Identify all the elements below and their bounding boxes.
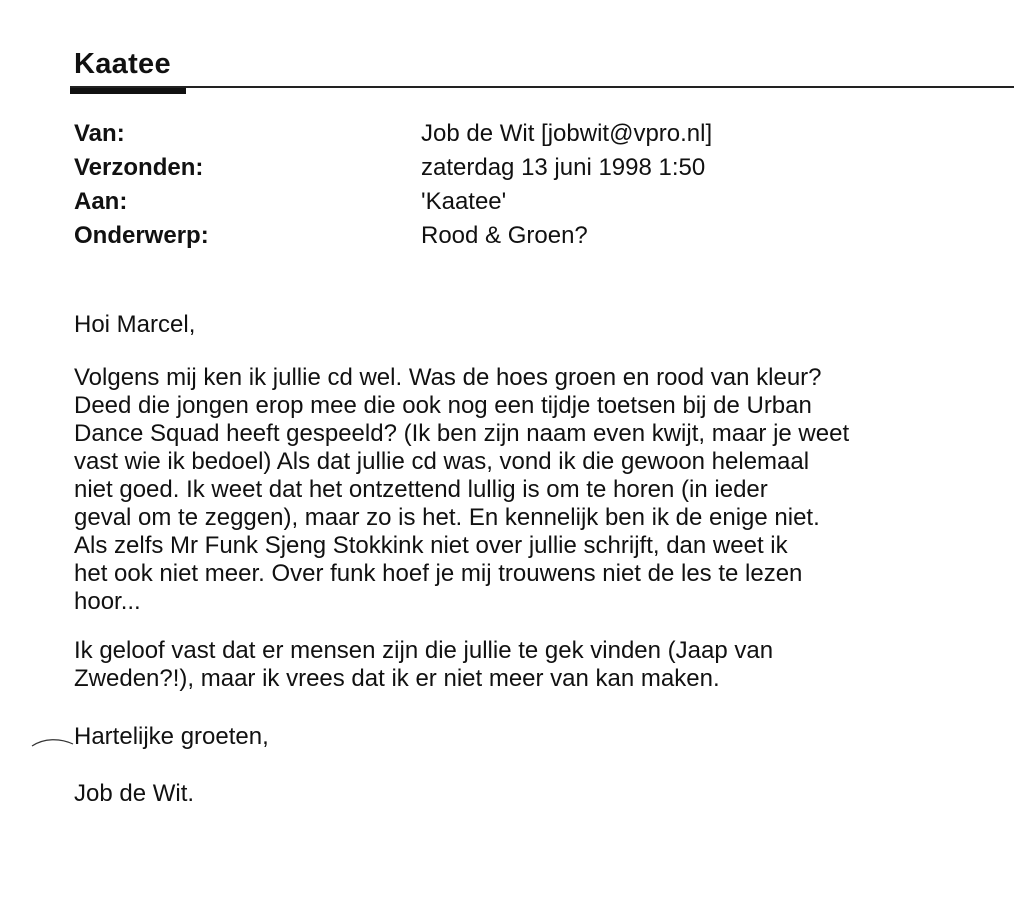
body-line: het ook niet meer. Over funk hoef je mij trouwens niet de les te lezen [74, 560, 803, 587]
header-value-sent: zaterdag 13 juni 1998 1:50 [421, 154, 706, 181]
header-value-to: 'Kaatee' [421, 188, 507, 215]
email-closing: Hartelijke groeten, [74, 723, 269, 750]
body-line: Als zelfs Mr Funk Sjeng Stokkink niet over jullie schrijft, dan weet ik [74, 532, 788, 559]
email-headers [74, 117, 974, 253]
header-value-from: Job de Wit [jobwit@vpro.nl] [421, 120, 713, 147]
header-row-to [74, 185, 974, 219]
pen-stroke-mark [30, 728, 74, 750]
body-line: Deed die jongen erop mee die ook nog een tijdje toetsen bij de Urban [74, 392, 812, 419]
header-label: Onderwerp: [74, 222, 209, 249]
body-line: Ik geloof vast dat er mensen zijn die jullie te gek vinden (Jaap van [74, 637, 774, 664]
body-line: Zweden?!), maar ik vrees dat ik er niet meer van kan maken. [74, 665, 720, 692]
body-line: niet goed. Ik weet dat het ontzettend lullig is om te horen (in ieder [74, 476, 768, 503]
title-divider-accent [70, 88, 186, 94]
mailbox-owner-title: Kaatee [74, 48, 171, 80]
body-line: vast wie ik bedoel) Als dat jullie cd was, vond ik die gewoon helemaal [74, 448, 810, 475]
email-body-paragraph-1 [74, 364, 994, 616]
body-line: Dance Squad heeft gespeeld? (Ik ben zijn naam even kwijt, maar je weet [74, 420, 850, 447]
header-value-subject: Rood & Groen? [421, 222, 588, 249]
title-divider [70, 86, 1014, 88]
body-line: geval om te zeggen), maar zo is het. En kennelijk ben ik de enige niet. [74, 504, 820, 531]
header-row-sent [74, 151, 974, 185]
email-signature: Job de Wit. [74, 780, 195, 807]
header-label: Verzonden: [74, 154, 204, 181]
body-line: Volgens mij ken ik jullie cd wel. Was de hoes groen en rood van kleur? [74, 364, 822, 391]
header-label: Aan: [74, 188, 128, 215]
header-label: Van: [74, 120, 125, 147]
body-line: hoor... [74, 588, 141, 615]
header-row-from [74, 117, 974, 151]
email-body-paragraph-2 [74, 637, 994, 693]
email-greeting: Hoi Marcel, [74, 311, 196, 338]
header-row-subject [74, 219, 974, 253]
